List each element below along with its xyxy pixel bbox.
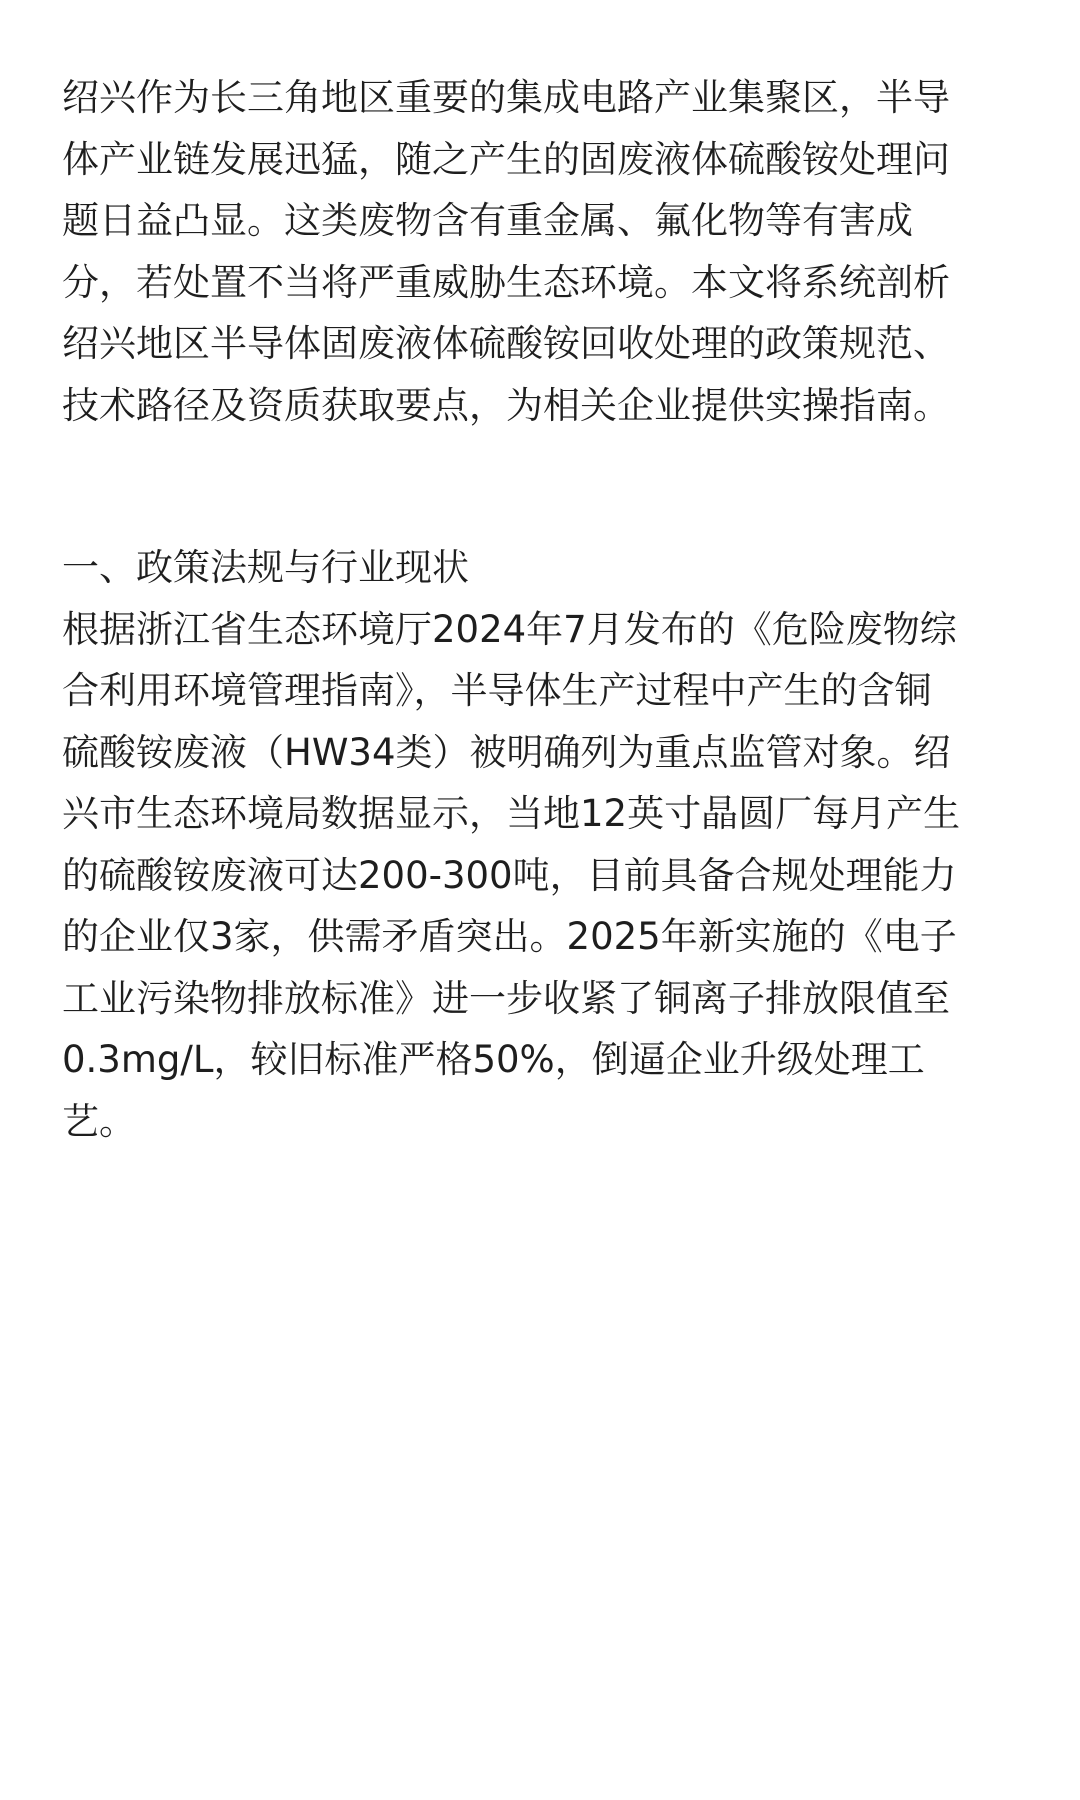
intro-line: 题日益凸显。这类废物含有重金属、氟化物等有害成 [62, 199, 913, 242]
section-one-line: 0.3mg/L，较旧标准严格50%，倒逼企业升级处理工 [62, 1038, 925, 1081]
section-one-line: 硫酸铵废液（HW34类）被明确列为重点监管对象。绍 [62, 730, 951, 774]
section-one [62, 537, 1022, 1152]
section-heading: 一、政策法规与行业现状 [62, 546, 469, 589]
intro-line: 体产业链发展迅猛，随之产生的固废液体硫酸铵处理问 [62, 137, 950, 181]
intro-line: 分，若处置不当将严重威胁生态环境。本文将系统剖析 [62, 260, 950, 304]
section-one-line: 兴市生态环境局数据显示，当地12英寸晶圆厂每月产生 [62, 792, 961, 835]
intro-line: 技术路径及资质获取要点，为相关企业提供实操指南。 [62, 383, 950, 427]
intro-paragraph [62, 67, 1022, 436]
section-one-line: 的企业仅3家，供需矛盾突出。2025年新实施的《电子 [62, 915, 957, 958]
intro-line: 绍兴地区半导体固废液体硫酸铵回收处理的政策规范、 [62, 322, 950, 365]
section-one-line: 根据浙江省生态环境厅2024年7月发布的《危险废物综 [62, 607, 957, 651]
intro-line: 绍兴作为长三角地区重要的集成电路产业集聚区，半导 [62, 76, 950, 119]
section-one-line: 工业污染物排放标准》进一步收紧了铜离子排放限值至 [62, 976, 950, 1020]
section-one-line: 艺。 [62, 1099, 136, 1143]
section-one-line: 合利用环境管理指南》，半导体生产过程中产生的含铜 [62, 669, 932, 712]
section-one-line: 的硫酸铵废液可达200-300吨，目前具备合规处理能力 [62, 853, 957, 897]
